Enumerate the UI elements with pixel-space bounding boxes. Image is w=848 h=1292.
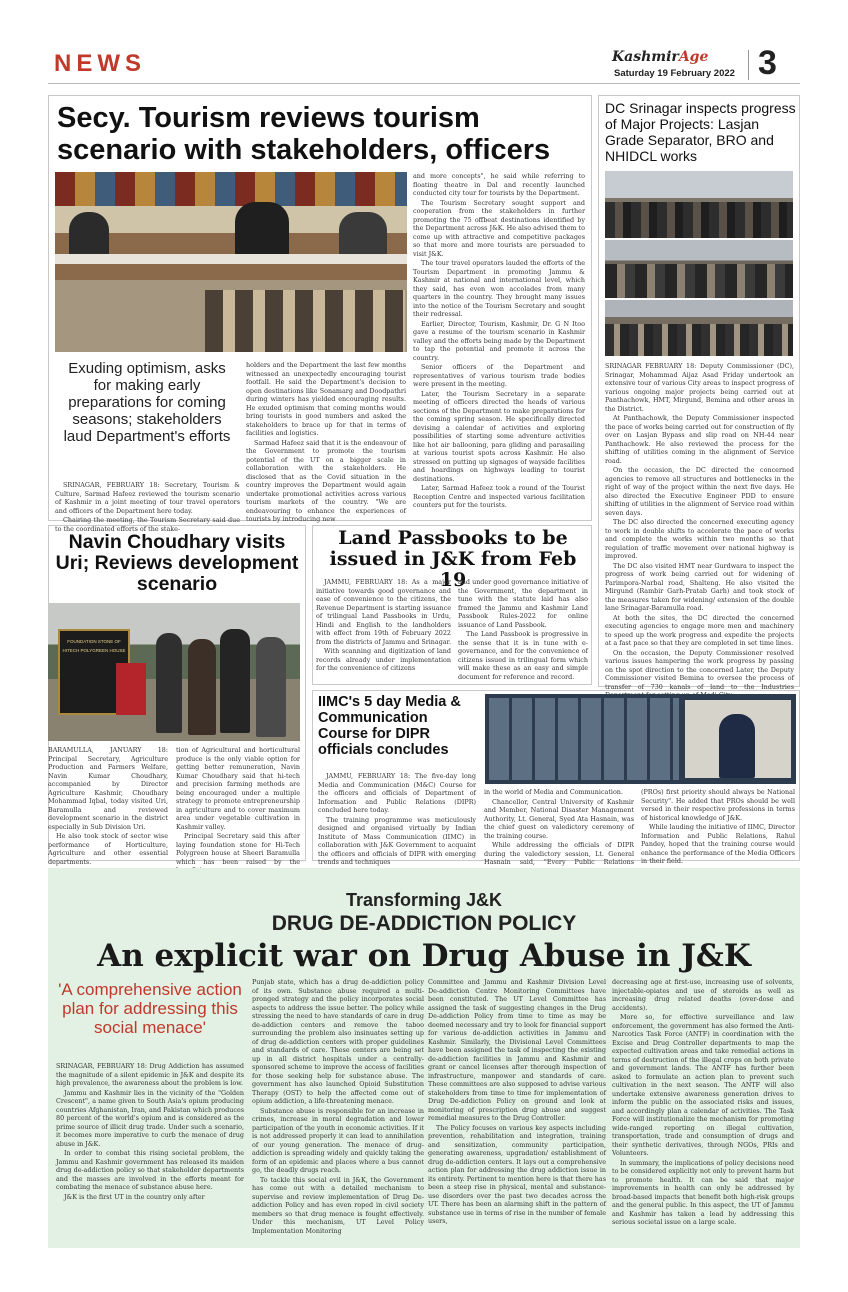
iimc-col3: [641, 788, 795, 865]
drug-kicker: Transforming J&K: [345, 890, 503, 910]
drug-col1-para: J&K is the first UT in the country only after: [64, 1192, 205, 1201]
dc-srinagar-para: The DC also directed the concerned executing agency to work in double shifts to accelerate the pace of works and complete the works within two months so that regulation of traffic movement over national highway is improved.: [605, 518, 794, 560]
masthead: [612, 49, 708, 65]
tourism-meeting-photo: [55, 172, 407, 352]
header-divider: [748, 50, 749, 80]
dc-srinagar-para: At Panthachowk, the Deputy Commissioner inspected the pace of works being carried out for construction of fly over on Lasjan Bypass and slip road on NH-44 near Panthachowk. He also reviewed the process for the shifting of utilities coming in the alignment of Service road.: [605, 414, 794, 465]
drug-col2-para: To tackle this social evil in J&K, the Government has come out with a detailed mechanism to supervise and review implementation of Drug De-addiction Policy and has even roped in civil society members so that drug menace is fought effectively. Under this mechanism, UT Level Policy Implementation Monitoring: [252, 1175, 424, 1235]
dc-srinagar-headline: DC Srinagar inspects progress of Major Projects: Lasjan Grade Separator, BRO and NHIDCL works: [605, 100, 796, 164]
dc-srinagar-body: [605, 362, 794, 691]
land-col2-para: The Land Passbook is progressive in the sense that it is in tune with e-governance, and for the convenience of citizens issued in trilingual form which will make these as an easy and simple document for reference and record.: [458, 630, 588, 681]
dc-srinagar-para: The DC also visited HMT near Gurdwara to inspect the progress of work being carried out for widening of Parimpora-Narbal road, Shalteng. He also visited the Mirgund (Rambir Garh-Pratab Garh) and took stock of the measures taken for widening/ extension of the double lane Srinagar-Baramulla road.: [605, 561, 794, 612]
land-col1: [316, 578, 451, 682]
iimc-headline: IIMC's 5 day Media & Communication Course for DIPR officials concludes: [318, 694, 461, 758]
dc-srinagar-para: On the occasion, the DC directed the concerned agencies to remove all structures and bottlenecks in the right of way of the project within the next five days. He also directed the Executive Engineer PDD to ensure shifting of utilities in the alignment of Service road within seven days.: [605, 466, 794, 517]
iimc-col3-para: (PROs) first priority should always be National Security". He added that PROs should be well versed in their respective professions in terms of historical knowledge of J&K.: [641, 788, 795, 822]
iimc-col2-para: Chancellor, Central University of Kashmir and Member, National Disaster Management Authority, Lt. General, Syed Ata Hasnain, was the chief guest on valedictory ceremony of the training course.: [484, 797, 634, 840]
drug-headline: An explicit war on Drug Abuse in J&K: [97, 938, 751, 974]
drug-col4-para: In summary, the implications of policy decisions need to be considered explicitly not only to prevent harm but to promote health. It can be said that major improvements in health can only be addressed by broad-based impacts that benefit both high-risk groups and the general public. In this aspect, the UT of Jammu and Kashmir has taken a lead by addressing this serious societal issue on a large scale.: [612, 1158, 794, 1226]
iimc-col1-para: The training programme was meticulously designed and organised virtually by Indian Institute of Mass Communication (IIMC) in collaboration with J&K Government to acquaint the officers and officials of DIPR with emerging trends and techniques: [318, 815, 476, 866]
uri-col1: [48, 746, 168, 866]
tourism-headline-line2: scenario with stakeholders, officers: [57, 134, 551, 166]
iimc-col2-para: in the world of Media and Communication.: [484, 788, 623, 796]
uri-photo: [48, 603, 300, 741]
tourism-col3-para: Later, the Tourism Secretary in a separate meeting of officers directed the heads of various sections of the Department to make preparations for the coming spring season. He specifically directed devising a calendar of activities and exploring possibilities of starting some adventure activities like hot air ballooning, para gliding and parasailing at various tourist spots across Kashmir. He also stressed on putting up signages of wayside facilities and hoardings on highways leading to tourist destinations.: [413, 389, 585, 483]
tourism-col3: [413, 172, 585, 516]
drug-col2: [252, 978, 424, 1242]
iimc-col1: [318, 772, 476, 866]
dc-srinagar-photo-middle: [605, 240, 793, 298]
tourism-col1-para: SRINAGAR, FEBRUARY 18: Secretary, Tourism & Culture, Sarmad Hafeez reviewed the tourism scenario of Kashmir in a joint meeting of tour travel operators and officers of the Department here today.: [55, 481, 240, 515]
drug-col1-para: Jammu and Kashmir lies in the vicinity of the "Golden Crescent", a name given to South Asia's opium producing countries Afghanistan, Iran, and Pakistan which produces 80 percent of the world's opium and is considered as the prime source of illicit drug trade. Under such a scenario, it becomes more imperative to curb the menace of drug abuse in J&K.: [56, 1088, 244, 1148]
drug-col4: [612, 978, 794, 1242]
tourism-col2-para: Sarmad Hafeez said that it is the endeavour of the Government to promote the tourism potential of the UT on a bigger scale in collaboration with the stakeholders. He disclosed that as the Covid situation in the country improves the Department would again undertake promotional activities across various tourism markets of the country. "We are endeavouring to enhance the experiences of tourists by introducing new: [246, 438, 406, 523]
drug-col1-para: SRINAGAR, FEBRUARY 18: Drug Addiction has assumed the magnitude of a silent epidemic in J&K and despite its high prevalence, the awareness about the problem is low.: [56, 1062, 244, 1087]
land-col2-para: and under good governance initiative of the Government, the department in tune with the statute laid has also framed the Jammu and Kashmir Land Passbook Rules-2022 for online issuance of Land Passbook.: [458, 578, 588, 629]
drug-col3-para: Committee and Jammu and Kashmir Division Level De-addiction Centre Monitoring Committees have been constituted. The UT Level Committee has assigned the task of suggesting changes in the Drug De-addiction Policy from time to time as may be deemed necessary and try to look for financial support for various de-addiction activities in Jammu and Kashmir. Similarly, the Divisional Level Committees have been assigned the task of inspecting the existing de-addiction facilities in Jammu and Kashmir and grant or cancel licenses after thorough inspection of infrastructure, manpower and standards of care. These committees are also supposed to advise various stakeholders from time to time for implementation of Drug De-addiction Policy on ground and look at monitoring of prescription drug abuse and suggest remedial measures to the Drug Controller.: [428, 978, 606, 1122]
tourism-headline-line1: Secy. Tourism reviews tourism: [57, 102, 480, 134]
drug-col2-para: Substance abuse is responsible for an increase in crimes, increase in moral degradation and lower participation of the youth in economic activities. If it is not addressed properly it can lead to annihilation of our young generation. The menace of drug-addiction is spreading widely and quickly taking the form of an epidemic and places where a bus cannot go, the deadly drugs reach.: [252, 1106, 424, 1174]
drug-policy-title: DRUG DE-ADDICTION POLICY: [271, 912, 577, 935]
tourism-col2: [246, 361, 406, 523]
dc-srinagar-para: SRINAGAR FEBRUARY 18: Deputy Commissioner (DC), Srinagar, Mohammad Aijaz Asad Friday undertook an extensive tour of various City areas to inspect progress of various ongoing major projects being carried out at Panthachowk, HMT, Mirgund, Bemina and other areas in the District.: [605, 362, 794, 413]
iimc-col2-para: While addressing the officials of DIPR during the valedictory session, Lt. General Hasnain said, "Every Public Relations: [484, 841, 634, 866]
land-col2: [458, 578, 588, 682]
tourism-col1-para: Chairing the meeting, the Tourism Secretary said due to the coordinated efforts of the stake-: [55, 516, 240, 533]
tourism-col2-para: holders and the Department the last few months witnessed an unexpectedly encouraging tourist footfall. He said the Department's decision to open destinations like Sonamarg and Doodpathri during winters has yielded encouraging results. He exuded optimism that coming months would bring tourists in good numbers and asked the stakeholders to brace up for that in terms of facilities and logistics.: [246, 361, 406, 437]
header-rule: [48, 83, 800, 84]
land-col1-para: JAMMU, FEBRUARY 18: As a major initiative towards good governance and ease of convenience to the citizens, the Revenue Department is starting issuance of trilingual Land Passbooks in Urdu, Hindi and English to the landholders with effect from 19th of February 2022 from the districts of Jammu and Srinagar.: [316, 578, 452, 646]
iimc-col1-para: JAMMU, FEBRUARY 18: The five-day long Media and Communication (M&C) Course for the officers and officials of Department of Information and Public Relations (DIPR) concluded here today.: [318, 772, 476, 814]
tourism-col3-para: Later, Sarmad Hafeez took a round of the Tourist Reception Centre and inspected various facilitation counters put for the tourists.: [413, 484, 585, 509]
uri-col2-para: tion of Agricultural and horticultural produce is the only viable option for getting better remuneration, Navin Kumar Choudhary said that hi-tech and precision farming methods are being encouraged under a multiple strategy to promote entrepreneurship in agriculture and to cover maximum area under vegetable cultivation in Kashmir valley.: [176, 746, 300, 831]
drug-col3-para: The Policy focuses on various key aspects including prevention, rehabilitation and integration, training and sensitization, community participation, generating awareness, upgradation/ establishment of drug de-addiction centers. It lays out a comprehensive action plan for addressing the drug addiction issue in its entirety. Pertinent to mention here is that there has been a steep rise in physical, mental and substance-use disorders over the past two decades across the UT. There has been an alarming shift in the pattern of substance use in terms of rise in the number of female users,: [428, 1123, 606, 1225]
uri-col1-para: BARAMULLA, JANUARY 18: Principal Secretary, Agriculture Production and Farmers Welfare, Navin Kumar Choudhary, accompanied by Director Agriculture Kashmir, Choudhary Mohammad Iqbal, today visited Uri, Baramulla and reviewed development scenario in the district especially in Sub Division Uri.: [48, 746, 168, 831]
drug-col2-para: Punjab state, which has a drug de-addiction policy of its own. Substance abuse required a multi-pronged strategy and the policy incorporates social aspects to address the issue better. The policy while stressing the need to have standards of care in drug de-addiction centers and remove the taboo surrounding the problem also insinuates setting up of drug de-addiction centers with proper guidelines and standards of care. These centers are being set up in all district hospitals under a centrally-sponsored scheme to improve the access of facilities for those seeking help for substance abuse. The government has also launched Opioid Substitution Therapy (OST) to help the affected come out of opium addiction, a life-threatening menace.: [252, 978, 424, 1105]
tourism-col3-para: Senior officers of the Department and representatives of various tourism trade bodies were present in the meeting.: [413, 363, 585, 388]
iimc-video-conference-photo: [485, 694, 796, 784]
issue-date: Saturday 19 February 2022: [614, 68, 735, 79]
drug-col1: [56, 1062, 244, 1242]
drug-col4-para: More so, for effective surveillance and law enforcement, the government has also formed the Anti-Narcotics Task Force (ANTF) in coordination with the Excise and Drug Controller departments to map the expected cultivation areas and take remedial actions in terms of destruction of the illegal crops on both private and government lands. The ANTF has further been asked to formulate an action plan to prevent such cultivation in the next season. The ANTF will also undertake extensive awareness generation drives to inform the public on the associated risks and issues, and accordingly plan a calendar of activities. The Task Force will institutionalize the mechanism for promoting wide-ranged reporting on illegal cultivation, transportation, trade and consumption of drugs and their synthetic derivatives, through NGOs, PRIs and Volunteers.: [612, 1013, 794, 1157]
tourism-col3-para: and more concepts", he said while referring to floating theatre in Dal and recently launched conducted city tour for tourists by the Department.: [413, 172, 585, 197]
uri-headline: Navin Choudhary visits Uri; Reviews development scenario: [55, 531, 299, 595]
plaque-line1: FOUNDATION STONE OF: [67, 639, 121, 644]
section-label: NEWS: [54, 50, 146, 77]
tourism-headline: [57, 102, 587, 166]
dc-srinagar-photo-bottom: [605, 300, 793, 356]
page-number: 3: [758, 44, 777, 82]
tourism-col3-para: The tour travel operators lauded the efforts of the Tourism Department in promoting Jammu & Kashmir at national and international level, which they said, has even won accolades from many quarters in the country. They brought many issues into the notice of the Tourism Secretary and sought their redressal.: [413, 259, 585, 318]
land-col1-para: With scanning and digitization of land records already under implementation for the convenience of citizens: [316, 647, 451, 672]
dc-srinagar-photo-top: [605, 171, 793, 238]
iimc-col3-para: While lauding the initiative of IIMC, Director Information and Public Relations, Rahul Pandey, hoped that the training course would enhance the performance of the Media Officers in their field.: [641, 823, 795, 865]
tourism-col3-para: Earlier, Director, Tourism, Kashmir, Dr. G N Itoo gave a resume of the tourism scenario in Kashmir valley and the efforts being made by the Department to tap the potential and promote it across the country.: [413, 319, 585, 362]
tourism-col3-para: The Tourism Secretary sought support and cooperation from the stakeholders in further promoting the 75 offbeat destinations identified by the Department across J&K. He also advised them to come up with attractive and competitive packages so that more and more tourists are persuaded to visit J&K.: [413, 198, 585, 258]
uri-col1-para: He also took stock of sector wise performance of Horticulture, Agriculture and other essential departments.: [48, 832, 168, 866]
uri-col2: [176, 746, 300, 866]
drug-col3: [428, 978, 606, 1242]
masthead-suffix: Age: [678, 49, 709, 65]
uri-col2-para: Principal Secretary said this after laying foundation stone for Hi-Tech Polygreen house at Sheeri Baramulla which has been raised by the: [176, 832, 300, 866]
dc-srinagar-para: At both the sites, the DC directed the concerned executing agencies to engage more men and machinery to speed up the work progress and expedite the projects at a fast pace so that they are completed in set time lines.: [605, 613, 794, 647]
plaque-line2: HITECH POLYGREEN HOUSE: [62, 648, 126, 653]
iimc-col2: [484, 788, 634, 866]
drug-col1-para: In order to combat this rising societal problem, the Jammu and Kashmir government has released its maiden drug de-addiction policy so that stakeholder departments and the masses are involved in the efforts meant for combating the menace of substance abuse here.: [56, 1149, 244, 1191]
dc-srinagar-para: On the occasion, the Deputy Commissioner resolved various issues hampering the work progress by passing on the spot direction to the concerned Later, the Deputy Commissioner visited Bemina to oversee the process of transfer of 730 kanals of land to the Industries: [605, 648, 794, 691]
masthead-prefix: Kashmir: [612, 49, 679, 65]
drug-pull-quote: 'A comprehensive action plan for addressing this social menace': [58, 980, 242, 1037]
tourism-col1: [55, 481, 240, 533]
land-headline: Land Passbooks to be issued in J&K from Feb 19: [329, 527, 577, 591]
tourism-subhead: Exuding optimism, asks for making early preparations for coming seasons; stakeholders laud Department's efforts: [63, 360, 231, 445]
drug-col4-para: decreasing age at first-use, increasing use of solvents, injectable-opiates and use of steroids as well as increasing drug related deaths (over-dose and accidents).: [612, 978, 794, 1012]
